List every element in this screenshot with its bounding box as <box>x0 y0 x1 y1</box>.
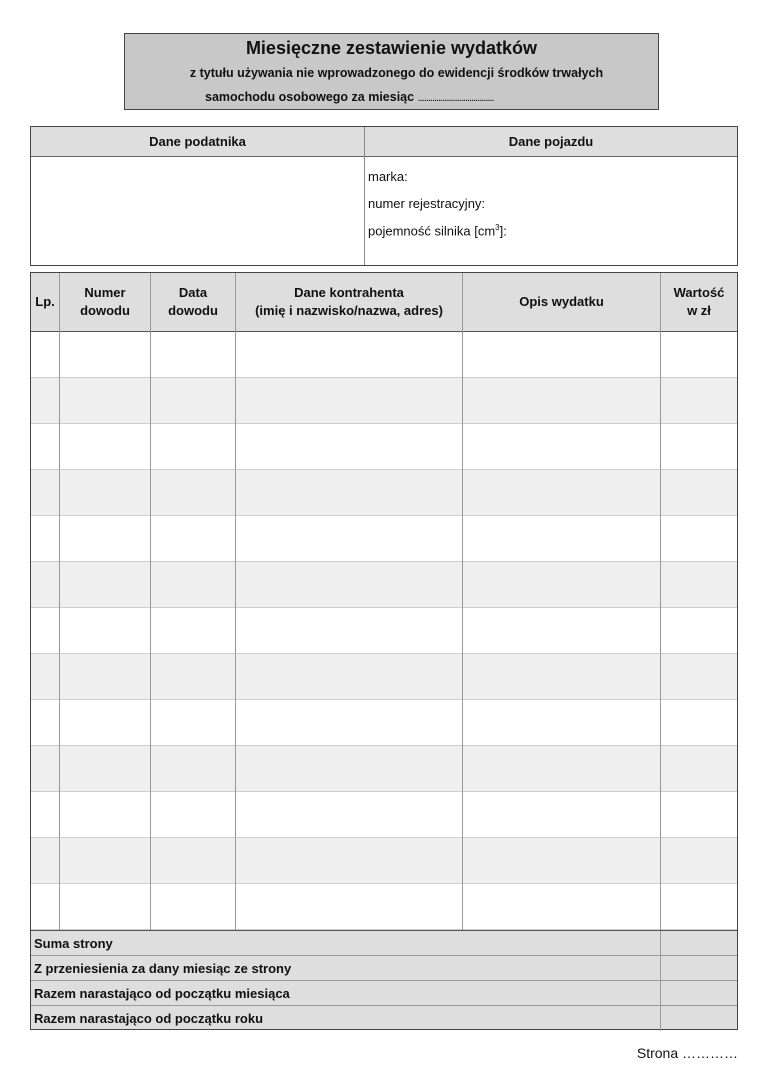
cell-document-number[interactable] <box>60 562 150 607</box>
engine-label-prefix: pojemność silnika [cm <box>368 223 496 239</box>
cell-expense-description[interactable] <box>463 562 660 607</box>
table-row <box>31 654 737 700</box>
col-header-lp-text: Lp. <box>35 294 55 309</box>
cell-lp[interactable] <box>31 562 59 607</box>
vehicle-registration-field[interactable]: numer rejestracyjny: <box>368 196 486 211</box>
cell-lp[interactable] <box>31 378 59 423</box>
cell-lp[interactable] <box>31 332 59 377</box>
table-row <box>31 608 737 654</box>
col-header-contractor-line2: (imię i nazwisko/nazwa, adres) <box>255 303 443 318</box>
col-header-contractor <box>236 273 462 331</box>
vehicle-engine-field[interactable] <box>368 223 507 238</box>
cell-document-number[interactable] <box>60 332 150 377</box>
cell-value[interactable] <box>661 608 737 653</box>
cell-expense-description[interactable] <box>463 470 660 515</box>
info-table-header <box>31 127 737 157</box>
cell-value[interactable] <box>661 700 737 745</box>
table-row <box>31 516 737 562</box>
engine-label-superscript: 3 <box>495 223 500 232</box>
cell-document-number[interactable] <box>60 470 150 515</box>
cell-expense-description[interactable] <box>463 424 660 469</box>
column-divider <box>59 273 60 930</box>
summary-row-carried-over <box>31 956 737 981</box>
expenses-table-header <box>31 273 737 332</box>
cell-document-number[interactable] <box>60 608 150 653</box>
cell-value[interactable] <box>661 884 737 929</box>
cell-document-date[interactable] <box>151 700 235 745</box>
cell-contractor[interactable] <box>236 332 462 377</box>
vehicle-header: Dane pojazdu <box>508 134 594 149</box>
cell-document-date[interactable] <box>151 516 235 561</box>
cell-document-number[interactable] <box>60 838 150 883</box>
col-header-expense-description-text: Opis wydatku <box>519 294 604 309</box>
cell-lp[interactable] <box>31 654 59 699</box>
col-header-contractor-line1: Dane kontrahenta <box>294 285 404 300</box>
summary-row-year-cumulative <box>31 1006 737 1031</box>
cell-document-date[interactable] <box>151 884 235 929</box>
column-divider <box>235 273 236 930</box>
cell-value[interactable] <box>661 424 737 469</box>
cell-document-number[interactable] <box>60 378 150 423</box>
col-header-value-line2: w zł <box>687 303 711 318</box>
table-row <box>31 884 737 930</box>
cell-contractor[interactable] <box>236 792 462 837</box>
cell-document-number[interactable] <box>60 792 150 837</box>
cell-lp[interactable] <box>31 516 59 561</box>
column-divider <box>462 273 463 930</box>
taxpayer-header: Dane podatnika <box>149 134 246 149</box>
cell-document-number[interactable] <box>60 654 150 699</box>
column-divider <box>150 273 151 930</box>
table-row <box>31 792 737 838</box>
vehicle-make-field[interactable]: marka: <box>368 169 408 184</box>
summary-value-cell[interactable] <box>661 931 737 955</box>
cell-lp[interactable] <box>31 884 59 929</box>
cell-lp[interactable] <box>31 746 59 791</box>
taxpayer-data-field[interactable] <box>31 157 364 265</box>
cell-contractor[interactable] <box>236 378 462 423</box>
form-subtitle-text: samochodu osobowego za miesiąc <box>205 90 415 104</box>
cell-lp[interactable] <box>31 838 59 883</box>
col-header-document-date <box>151 273 235 331</box>
cell-contractor[interactable] <box>236 700 462 745</box>
cell-contractor[interactable] <box>236 562 462 607</box>
cell-contractor[interactable] <box>236 470 462 515</box>
summary-label: Z przeniesienia za dany miesiąc ze strony <box>34 961 292 976</box>
summary-label: Razem narastająco od początku roku <box>34 1011 264 1026</box>
summary-label: Razem narastająco od początku miesiąca <box>34 986 290 1001</box>
cell-value[interactable] <box>661 838 737 883</box>
col-header-document-number <box>60 273 150 331</box>
summary-value-cell[interactable] <box>661 981 737 1005</box>
cell-value[interactable] <box>661 562 737 607</box>
col-header-value <box>661 273 737 331</box>
table-row <box>31 562 737 608</box>
form-title: Miesięczne zestawienie wydatków <box>245 38 538 58</box>
col-header-document-number-line2: dowodu <box>80 303 130 318</box>
col-header-expense-description <box>463 273 660 331</box>
info-table <box>30 126 738 266</box>
cell-document-number[interactable] <box>60 884 150 929</box>
col-header-document-date-line2: dowodu <box>168 303 218 318</box>
table-row <box>31 424 737 470</box>
cell-document-date[interactable] <box>151 608 235 653</box>
cell-value[interactable] <box>661 516 737 561</box>
cell-document-date[interactable] <box>151 746 235 791</box>
summary-label: Suma strony <box>34 936 113 951</box>
cell-lp[interactable] <box>31 700 59 745</box>
cell-value[interactable] <box>661 378 737 423</box>
col-header-value-line1: Wartość <box>673 285 725 300</box>
table-row <box>31 378 737 424</box>
cell-contractor[interactable] <box>236 746 462 791</box>
cell-document-number[interactable] <box>60 516 150 561</box>
cell-document-number[interactable] <box>60 700 150 745</box>
summary-row-page-total <box>31 931 737 956</box>
cell-document-date[interactable] <box>151 562 235 607</box>
cell-expense-description[interactable] <box>463 608 660 653</box>
cell-expense-description[interactable] <box>463 746 660 791</box>
column-divider <box>660 273 661 930</box>
cell-expense-description[interactable] <box>463 654 660 699</box>
page-number-label[interactable]: Strona ………… <box>636 1045 738 1061</box>
cell-expense-description[interactable] <box>463 700 660 745</box>
cell-expense-description[interactable] <box>463 838 660 883</box>
cell-expense-description[interactable] <box>463 792 660 837</box>
cell-contractor[interactable] <box>236 654 462 699</box>
cell-lp[interactable] <box>31 608 59 653</box>
cell-contractor[interactable] <box>236 516 462 561</box>
cell-document-date[interactable] <box>151 378 235 423</box>
table-row <box>31 470 737 516</box>
cell-value[interactable] <box>661 654 737 699</box>
col-header-lp <box>31 273 59 331</box>
info-table-divider <box>364 127 365 265</box>
cell-lp[interactable] <box>31 424 59 469</box>
cell-expense-description[interactable] <box>463 516 660 561</box>
cell-value[interactable] <box>661 470 737 515</box>
cell-value[interactable] <box>661 746 737 791</box>
summary-section <box>31 930 737 1029</box>
cell-contractor[interactable] <box>236 608 462 653</box>
cell-document-date[interactable] <box>151 792 235 837</box>
col-header-document-date-line1: Data <box>178 285 208 300</box>
table-row <box>31 332 737 378</box>
cell-document-date[interactable] <box>151 470 235 515</box>
cell-contractor[interactable] <box>236 884 462 929</box>
cell-lp[interactable] <box>31 792 59 837</box>
cell-document-number[interactable] <box>60 424 150 469</box>
cell-contractor[interactable] <box>236 424 462 469</box>
title-box <box>124 33 659 110</box>
cell-expense-description[interactable] <box>463 884 660 929</box>
table-row <box>31 838 737 884</box>
table-row <box>31 746 737 792</box>
expenses-table <box>30 272 738 1030</box>
cell-document-date[interactable] <box>151 654 235 699</box>
cell-value[interactable] <box>661 332 737 377</box>
cell-document-date[interactable] <box>151 838 235 883</box>
cell-contractor[interactable] <box>236 838 462 883</box>
summary-value-cell[interactable] <box>661 956 737 980</box>
cell-value[interactable] <box>661 792 737 837</box>
cell-expense-description[interactable] <box>463 332 660 377</box>
form-subtitle-line-2 <box>205 90 494 104</box>
cell-document-number[interactable] <box>60 746 150 791</box>
month-fill-dots[interactable]: ..................................... <box>417 92 494 104</box>
cell-expense-description[interactable] <box>463 378 660 423</box>
cell-lp[interactable] <box>31 470 59 515</box>
summary-row-month-cumulative <box>31 981 737 1006</box>
engine-label-suffix: ]: <box>499 223 507 239</box>
cell-document-date[interactable] <box>151 424 235 469</box>
summary-value-cell[interactable] <box>661 1006 737 1031</box>
col-header-document-number-line1: Numer <box>84 285 126 300</box>
table-row <box>31 700 737 746</box>
form-subtitle-line-1: z tytułu używania nie wprowadzonego do ewidencji środków trwałych <box>189 66 604 80</box>
cell-document-date[interactable] <box>151 332 235 377</box>
